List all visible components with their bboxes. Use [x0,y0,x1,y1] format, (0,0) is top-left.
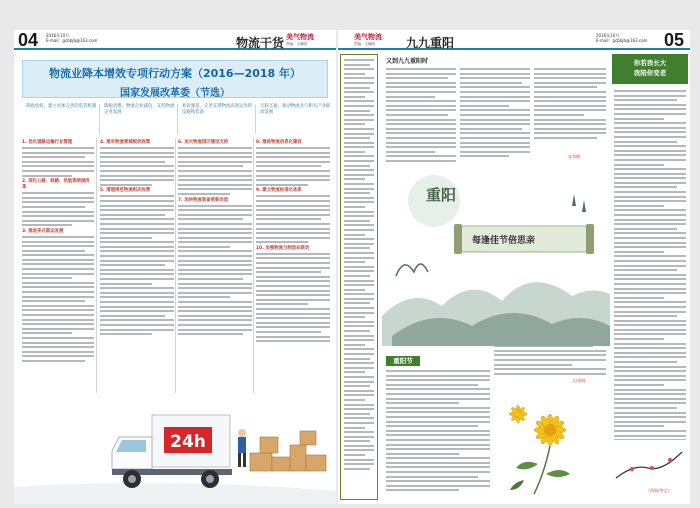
page-number: 04 [18,30,39,50]
page-number: 05 [664,30,685,50]
column-divider [96,138,97,393]
divider [255,104,256,134]
highlight: 降税清费，物流企业减负，支持物流企业发展 [104,104,175,115]
essay-area [612,54,688,500]
poem-box [340,54,378,500]
delivery-truck-illustration [14,395,336,504]
divider [177,104,178,134]
highlight: 简政放权，建立更加完善的监管机制 [26,104,97,109]
essay-title: 你若我长大 我陪你变老 [612,54,688,84]
right-page-header [338,30,690,50]
article-column: 1. 优化道路运输行业管理 2. 深化公路、铁路、民航等领域改革 3. 推进多式联运发展 [22,138,94,393]
right-page [338,30,690,504]
credit: （图画/李文） [646,488,672,493]
section-name: 物流干货 [236,36,285,50]
article-column: 6. 加大物流园区建设支持 7. 加快物流装备更新改造 [178,138,252,393]
ink-landscape-illustration [382,166,610,346]
feature-area [382,54,610,500]
chrysanthemum-illustration [494,384,606,498]
credit: 文/胡晓 [572,378,586,383]
credit: 张邦德 [568,154,580,159]
divider [99,104,100,134]
header-info: 2016年10月 E-mail：gcbbjb@163.com [596,33,648,43]
subsection-header: 重阳节 [386,356,420,366]
left-page-header [14,30,336,50]
scroll-title: 每逢佳节倍思亲 [472,236,536,246]
column-divider [253,138,254,393]
calligraphy-title: 重阳 [426,186,457,204]
plum-branch-illustration [612,444,688,484]
paper-name: 美气物流 责编：王晓明 [286,32,314,46]
poem-title: 又到九九重阳时 [386,58,429,65]
truck-badge: 24h [170,432,206,452]
article-column: 8. 推进物流信息化建设 9. 建立物流标准化体系 10. 加强物流与制造业联动 [256,138,330,393]
column-divider [175,138,176,393]
paper-name: 美气物流 责编：王晓明 [354,32,382,46]
main-title: 物流业降本增效专项行动方案（2016—2018 年） 国家发展改革委（节选） [22,60,328,98]
flower-icon [509,405,566,446]
header-info: 2016年10月 E-mail：gcbbjb@163.com [46,33,98,43]
highlight: 补短强基，完善支撑物流高效运作的设施和装备 [182,104,253,115]
highlight: 互联互通，推动物流业与相关产业联动发展 [260,104,331,115]
section-name: 九九重阳 [406,36,455,50]
left-page [14,30,336,504]
article-column: 4. 落实物流领域税收政策 5. 清理规范物流相关收费 [100,138,174,393]
